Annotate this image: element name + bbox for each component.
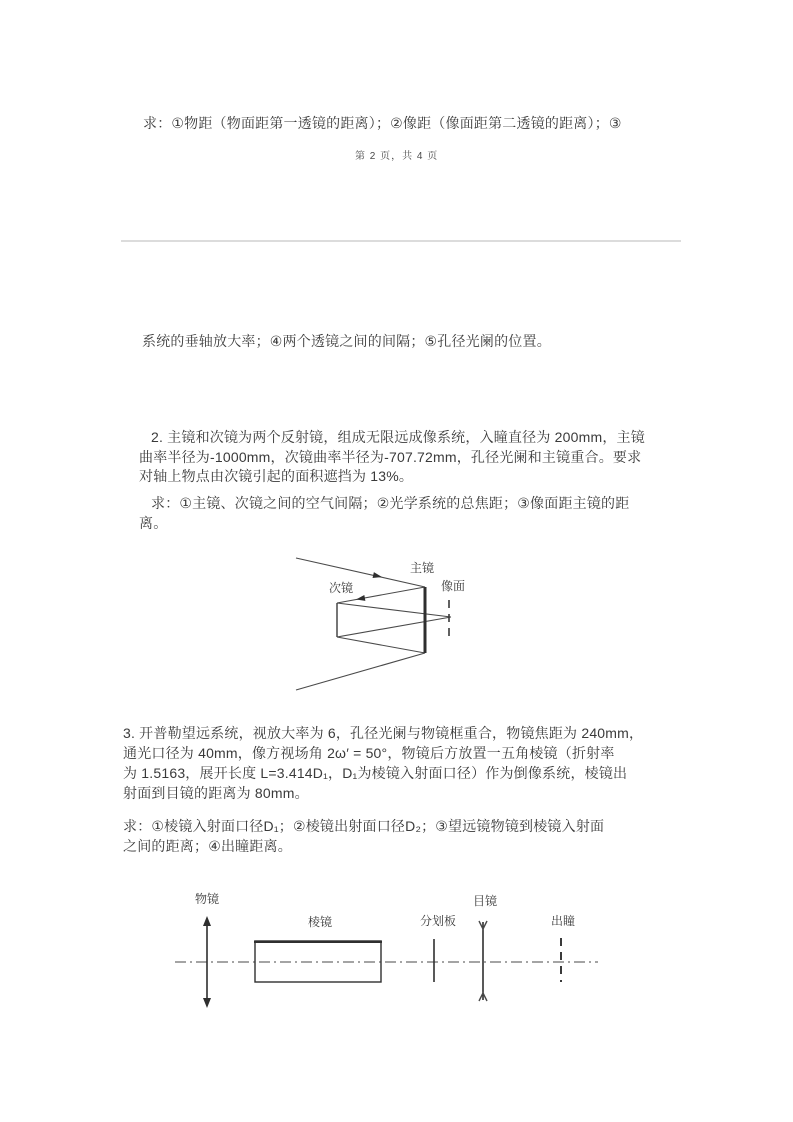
question-3-text-line-1: 3. 开普勒望远系统，视放大率为 6，孔径光阑与物镜框重合，物镜焦距为 240mm， [123,725,644,741]
page-number-footer: 第 2 页，共 4 页 [355,151,439,162]
objective-label: 物镜 [194,892,220,906]
ray-direction-arrow-icon [355,595,365,603]
incoming-ray-bottom [296,653,425,690]
objective-arrow-down-icon [203,998,211,1008]
eyepiece-label: 目镜 [472,894,498,908]
ray-secondary-to-image-bottom [337,617,451,637]
question-2-text-line-2: 曲率半径为-1000mm，次镜曲率半径为-707.72mm，孔径光阑和主镜重合。要求 [139,449,642,465]
page-break-divider [121,240,681,242]
prism-label: 棱镜 [307,915,333,929]
question-3-ask-line-1: 求：①棱镜入射面口径D₁；②棱镜出射面口径D₂；③望远镜物镜到棱镜入射面 [123,818,605,834]
image-plane-label: 像面 [440,579,466,593]
ray-secondary-to-image-top [337,603,451,617]
primary-mirror-label: 主镜 [409,561,435,575]
question-3-text-line-3: 为 1.5163，展开长度 L=3.414D₁，D₁为棱镜入射面口径）作为倒像系统，棱镜出 [123,765,628,781]
secondary-mirror-label: 次镜 [328,581,354,595]
question-3-text-line-4: 射面到目镜的距离为 80mm。 [123,785,309,801]
objective-arrow-up-icon [203,916,211,926]
exit-pupil-label: 出瞳 [550,914,576,928]
incoming-ray-top [296,558,425,587]
page2-last-line: 求：①物距（物面距第一透镜的距离）；②像距（像面距第二透镜的距离）；③ [143,115,622,131]
reticle-label: 分划板 [419,914,457,928]
ray-primary-to-secondary-bottom [337,637,425,653]
mirror-system-diagram [270,545,570,720]
telescope-diagram [150,885,620,1025]
question-2-ask-line-2: 离。 [139,515,168,531]
page3-first-line: 系统的垂轴放大率；④两个透镜之间的间隔；⑤孔径光阑的位置。 [142,333,551,349]
question-3-ask-line-2: 之间的距离；④出瞳距离。 [123,838,292,854]
question-2-ask-line-1: 求：①主镜、次镜之间的空气间隔；②光学系统的总焦距；③像面距主镜的距 [151,495,630,511]
question-2-text-line-1: 2. 主镜和次镜为两个反射镜，组成无限远成像系统，入瞳直径为 200mm，主镜 [151,429,645,445]
question-2-text-line-3: 对轴上物点由次镜引起的面积遮挡为 13%。 [139,468,414,484]
question-3-text-line-2: 通光口径为 40mm，像方视场角 2ω′ = 50°，物镜后方放置一五角棱镜（折射率 [123,745,615,761]
ray-direction-arrow-icon [373,572,383,580]
